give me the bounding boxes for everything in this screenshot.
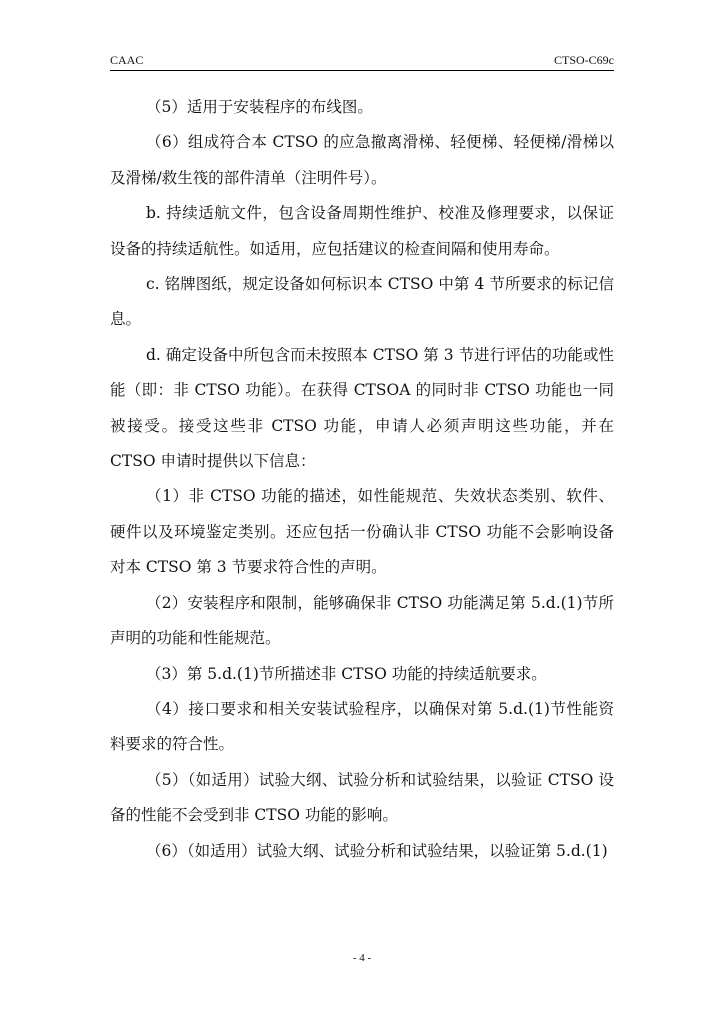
paragraph: （6）（如适用）试验大纲、试验分析和试验结果，以验证第 5.d.(1)	[146, 841, 608, 860]
paragraph: c. 铭牌图纸，规定设备如何标识本 CTSO 中第 4 节所要求的标记信息。	[110, 275, 614, 329]
header-left-text: CAAC	[110, 53, 144, 67]
header-right-text: CTSO-C69c	[554, 53, 614, 67]
paragraph: （2）安装程序和限制，能够确保非 CTSO 功能满足第 5.d.(1)节所声明的功能和性能规范。	[110, 593, 614, 648]
paragraph: b. 持续适航文件，包含设备周期性维护、校准及修理要求，以保证设备的持续适航性。如适用，应包括建议的检查间隔和使用寿命。	[110, 204, 614, 258]
paragraph: d. 确定设备中所包含而未按照本 CTSO 第 3 节进行评估的功能或性能（即：非 CTSO 功能）。在获得 CTSOA 的同时非 CTSO 功能也一同被接受。接受这些非 CTSO 功能，申请人必须声明这些功能，并在 CTSO 申请时提供以下信息：	[110, 345, 614, 471]
paragraph: （5）适用于安装程序的布线图。	[146, 98, 373, 116]
document-body	[110, 90, 614, 869]
paragraph: （4）接口要求和相关安装试验程序，以确保对第 5.d.(1)节性能资料要求的符合性。	[110, 699, 614, 754]
page-number: - 4 -	[352, 952, 372, 964]
paragraph: （1）非 CTSO 功能的描述，如性能规范、失效状态类别、软件、硬件以及环境鉴定类别。还应包括一份确认非 CTSO 功能不会影响设备对本 CTSO 第 3 节要求符合性的声明。	[110, 487, 614, 577]
paragraph: （3）第 5.d.(1)节所描述非 CTSO 功能的持续适航要求。	[146, 664, 547, 683]
paragraph: （6）组成符合本 CTSO 的应急撤离滑梯、轻便梯、轻便梯/滑梯以及滑梯/救生筏的部件清单（注明件号）。	[110, 133, 614, 187]
paragraph: （5）（如适用）试验大纲、试验分析和试验结果，以验证 CTSO 设备的性能不会受到非 CTSO 功能的影响。	[110, 770, 614, 825]
page-header	[110, 52, 614, 71]
